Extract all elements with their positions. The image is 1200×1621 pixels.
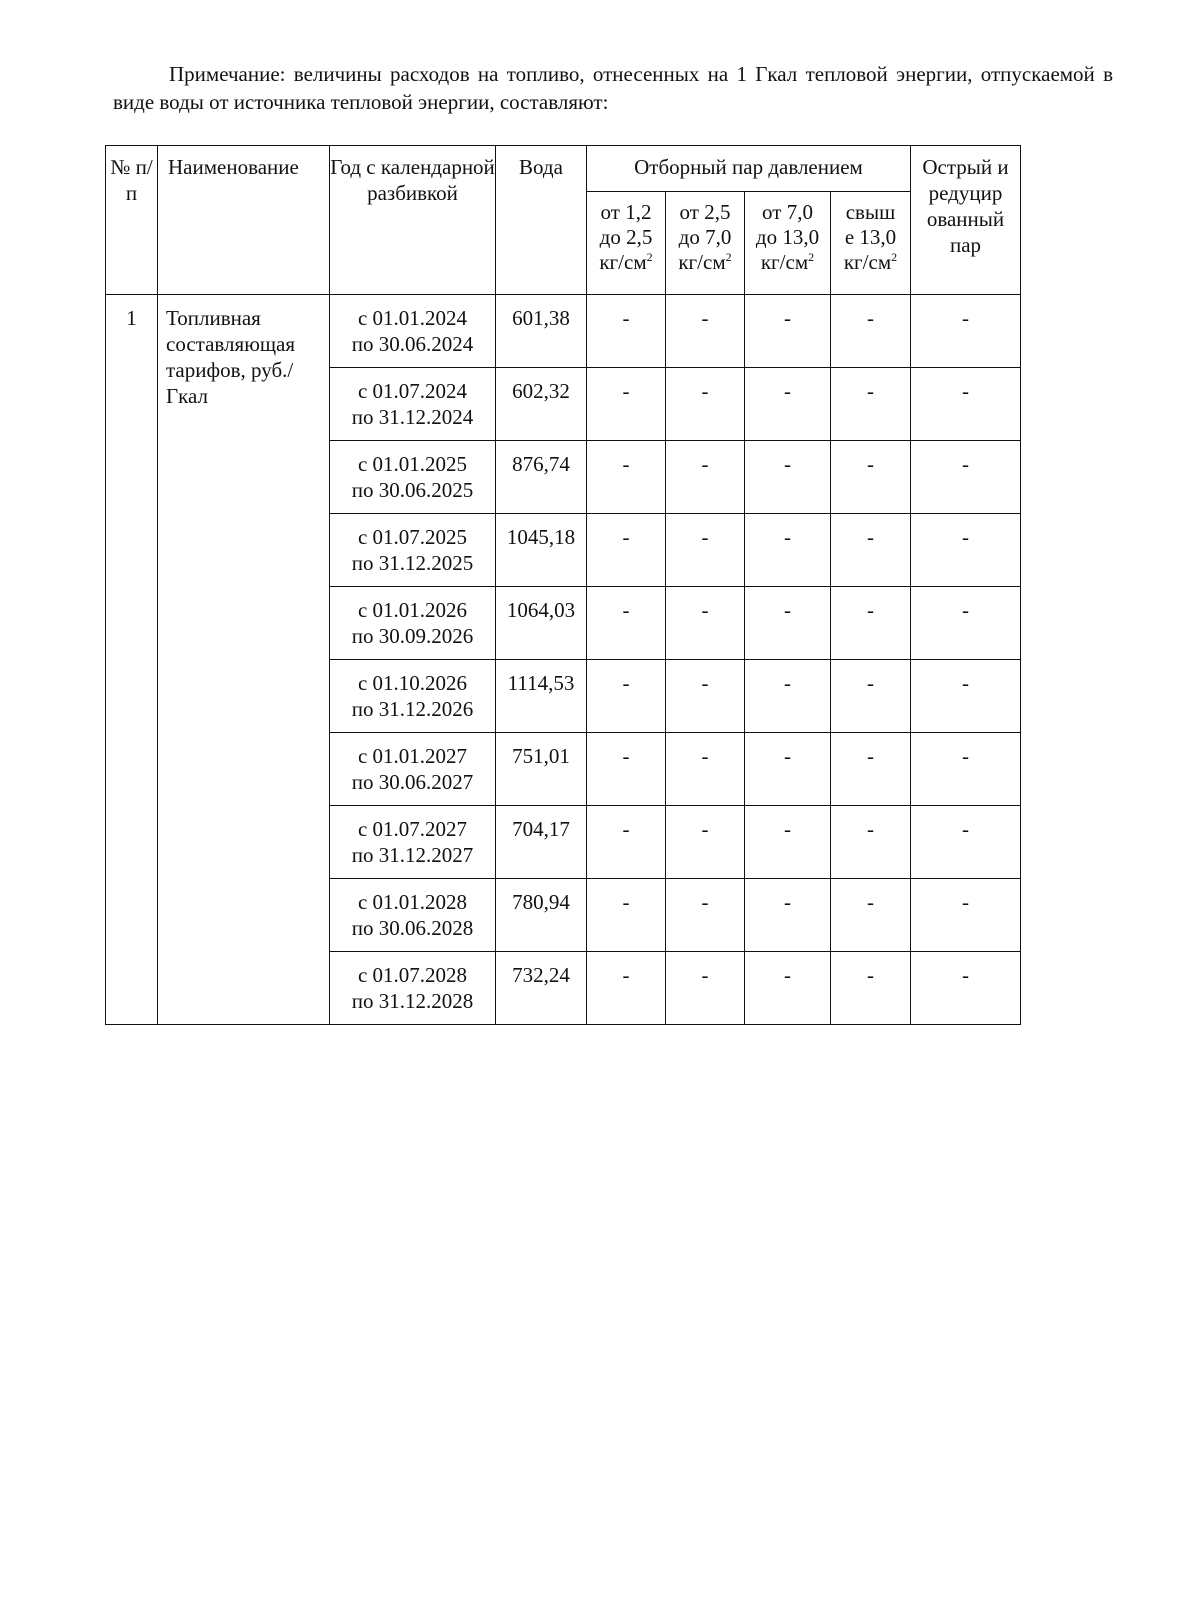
header-live-steam: Острый и редуцир ованный пар bbox=[911, 146, 1021, 295]
period-to: по 31.12.2026 bbox=[351, 697, 474, 721]
live-steam-value-cell: - bbox=[911, 514, 1021, 587]
steam-1-value-cell: - bbox=[587, 295, 666, 368]
steam-4-value-cell: - bbox=[831, 806, 911, 879]
steam-2-value-cell: - bbox=[666, 295, 745, 368]
steam-1-value-cell: - bbox=[587, 514, 666, 587]
header-period: Год с календарной разбивкой bbox=[330, 146, 496, 295]
steam-4-value-cell: - bbox=[831, 368, 911, 441]
live-steam-value-cell: - bbox=[911, 368, 1021, 441]
live-steam-value-cell: - bbox=[911, 295, 1021, 368]
steam-1-value-cell: - bbox=[587, 806, 666, 879]
steam-4-value-cell: - bbox=[831, 952, 911, 1025]
period-from: с 01.01.2028 bbox=[357, 890, 468, 914]
water-value-cell: 732,24 bbox=[496, 952, 587, 1025]
steam-3-value-cell: - bbox=[745, 952, 831, 1025]
live-steam-value-cell: - bbox=[911, 952, 1021, 1025]
period-cell bbox=[330, 952, 496, 1025]
period-cell bbox=[330, 879, 496, 952]
period-from: с 01.07.2024 bbox=[357, 379, 468, 403]
steam-1-value-cell: - bbox=[587, 733, 666, 806]
period-from: с 01.01.2025 bbox=[357, 452, 468, 476]
steam-3-value-cell: - bbox=[745, 879, 831, 952]
live-steam-value-cell: - bbox=[911, 879, 1021, 952]
water-value-cell: 876,74 bbox=[496, 441, 587, 514]
live-steam-value-cell: - bbox=[911, 587, 1021, 660]
water-value-cell: 1045,18 bbox=[496, 514, 587, 587]
period-to: по 31.12.2025 bbox=[351, 551, 474, 575]
period-to: по 30.06.2025 bbox=[351, 478, 474, 502]
steam-4-value-cell: - bbox=[831, 587, 911, 660]
period-cell bbox=[330, 587, 496, 660]
steam-2-value-cell: - bbox=[666, 441, 745, 514]
header-name: Наименование bbox=[158, 146, 330, 295]
period-from: с 01.07.2027 bbox=[357, 817, 468, 841]
fuel-cost-table bbox=[105, 145, 1021, 1025]
period-cell bbox=[330, 295, 496, 368]
row-number-cell: 1 bbox=[106, 295, 158, 1025]
steam-3-value-cell: - bbox=[745, 806, 831, 879]
steam-1-value-cell: - bbox=[587, 587, 666, 660]
period-to: по 30.09.2026 bbox=[351, 624, 474, 648]
steam-4-value-cell: - bbox=[831, 733, 911, 806]
steam-1-value-cell: - bbox=[587, 368, 666, 441]
water-value-cell: 704,17 bbox=[496, 806, 587, 879]
table-row bbox=[106, 295, 1021, 368]
steam-1-value-cell: - bbox=[587, 441, 666, 514]
period-to: по 31.12.2027 bbox=[351, 843, 474, 867]
period-from: с 01.10.2026 bbox=[357, 671, 468, 695]
water-value-cell: 602,32 bbox=[496, 368, 587, 441]
period-cell bbox=[330, 806, 496, 879]
steam-3-value-cell: - bbox=[745, 514, 831, 587]
header-steam-2: от 2,5 до 7,0 $кг/см^2$ bbox=[666, 192, 745, 295]
steam-4-value-cell: - bbox=[831, 879, 911, 952]
steam-2-value-cell: - bbox=[666, 660, 745, 733]
live-steam-value-cell: - bbox=[911, 441, 1021, 514]
header-number: № п/п bbox=[106, 146, 158, 295]
live-steam-value-cell: - bbox=[911, 733, 1021, 806]
period-cell bbox=[330, 660, 496, 733]
period-cell bbox=[330, 514, 496, 587]
steam-4-value-cell: - bbox=[831, 660, 911, 733]
steam-3-value-cell: - bbox=[745, 295, 831, 368]
steam-2-value-cell: - bbox=[666, 733, 745, 806]
period-cell bbox=[330, 368, 496, 441]
steam-2-value-cell: - bbox=[666, 368, 745, 441]
period-from: с 01.01.2024 bbox=[357, 306, 468, 330]
steam-1-value-cell: - bbox=[587, 952, 666, 1025]
water-value-cell: 1064,03 bbox=[496, 587, 587, 660]
steam-2-value-cell: - bbox=[666, 879, 745, 952]
live-steam-value-cell: - bbox=[911, 660, 1021, 733]
period-to: по 30.06.2028 bbox=[351, 916, 474, 940]
header-water: Вода bbox=[496, 146, 587, 295]
steam-2-value-cell: - bbox=[666, 514, 745, 587]
steam-2-value-cell: - bbox=[666, 587, 745, 660]
period-cell bbox=[330, 733, 496, 806]
period-cell bbox=[330, 441, 496, 514]
period-from: с 01.01.2027 bbox=[357, 744, 468, 768]
period-to: по 31.12.2024 bbox=[351, 405, 474, 429]
header-steam-group: Отборный пар давлением bbox=[587, 146, 911, 192]
steam-3-value-cell: - bbox=[745, 441, 831, 514]
period-to: по 30.06.2027 bbox=[351, 770, 474, 794]
steam-3-value-cell: - bbox=[745, 660, 831, 733]
steam-4-value-cell: - bbox=[831, 441, 911, 514]
steam-3-value-cell: - bbox=[745, 368, 831, 441]
period-to: по 30.06.2024 bbox=[351, 332, 474, 356]
row-name-cell: Топливная составляющая тарифов, руб./Гкал bbox=[158, 295, 330, 1025]
water-value-cell: 601,38 bbox=[496, 295, 587, 368]
steam-2-value-cell: - bbox=[666, 952, 745, 1025]
period-from: с 01.07.2028 bbox=[357, 963, 468, 987]
period-from: с 01.01.2026 bbox=[357, 598, 468, 622]
steam-3-value-cell: - bbox=[745, 587, 831, 660]
steam-1-value-cell: - bbox=[587, 879, 666, 952]
water-value-cell: 780,94 bbox=[496, 879, 587, 952]
header-steam-1: от 1,2 до 2,5 $кг/см^2$ bbox=[587, 192, 666, 295]
header-steam-3: от 7,0 до 13,0 $кг/см^2$ bbox=[745, 192, 831, 295]
water-value-cell: 751,01 bbox=[496, 733, 587, 806]
live-steam-value-cell: - bbox=[911, 806, 1021, 879]
steam-3-value-cell: - bbox=[745, 733, 831, 806]
period-from: с 01.07.2025 bbox=[357, 525, 468, 549]
header-steam-4: свыш е 13,0 $кг/см^2$ bbox=[831, 192, 911, 295]
note-paragraph: Примечание: величины расходов на топливо, отнесенных на 1 Гкал тепловой энергии, отпускаемой в виде воды от источника тепловой энергии, составляют: bbox=[113, 62, 1113, 114]
steam-1-value-cell: - bbox=[587, 660, 666, 733]
period-to: по 31.12.2028 bbox=[351, 989, 474, 1013]
steam-4-value-cell: - bbox=[831, 295, 911, 368]
water-value-cell: 1114,53 bbox=[496, 660, 587, 733]
steam-2-value-cell: - bbox=[666, 806, 745, 879]
steam-4-value-cell: - bbox=[831, 514, 911, 587]
